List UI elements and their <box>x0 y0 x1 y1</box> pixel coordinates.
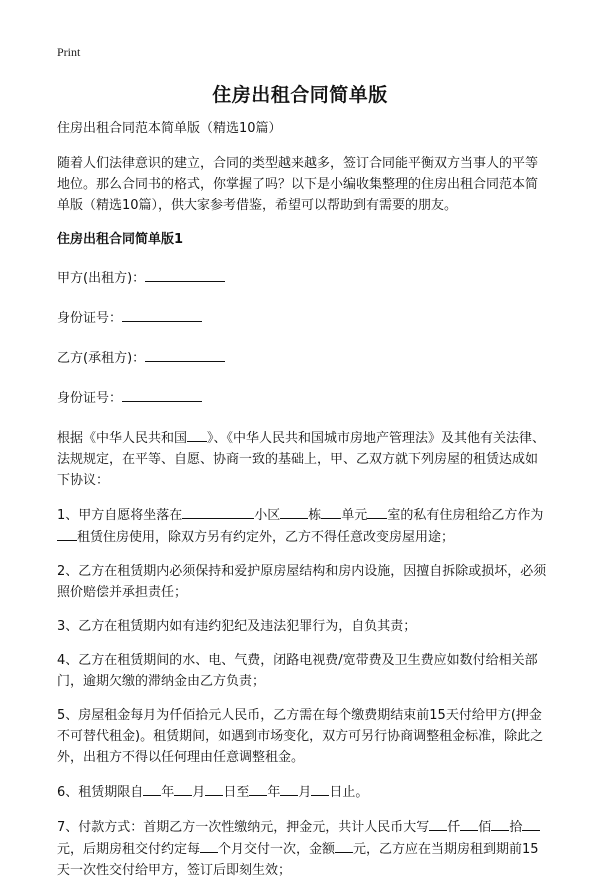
party-b-label: 乙方(承租方)： <box>57 351 146 366</box>
clause-6-g: 日止。 <box>329 785 369 800</box>
clause-1-f: 租赁住房使用，除双方另有约定外，乙方不得任意改变房屋用途； <box>77 530 455 545</box>
unit-yuan-blank <box>522 816 540 831</box>
section-heading: 住房出租合同简单版1 <box>57 232 184 247</box>
print-link[interactable]: Print <box>57 45 81 59</box>
party-b-blank <box>145 347 225 362</box>
intro-paragraph: 随着人们法律意识的建立，合同的类型越来越多，签订合同能平衡双方当事人的平等地位。那么合同书的格式，你掌握了吗？以下是小编收集整理的住房出租合同范本简单版（精选10篇），供大家参考借鉴，希望可以帮助到有需要的朋友。 <box>57 156 539 213</box>
hundred-blank <box>460 816 478 831</box>
clause-1-b: 小区 <box>254 508 281 523</box>
clause-1-d: 单元 <box>341 508 368 523</box>
clause-7-g: 元，乙方应在当期房租到期前15天一次性交付给甲方，签订后即刻生效； <box>57 842 539 878</box>
clause-1 <box>57 504 547 548</box>
start-month-blank <box>174 781 192 796</box>
start-day-blank <box>205 781 223 796</box>
ten-blank <box>491 816 509 831</box>
clause-2: 2、乙方在租赁期内必须保持和爱护原房屋结构和房内设施，因擅自拆除或损坏，必须照价赔偿并承担责任； <box>57 564 547 600</box>
end-year-blank <box>249 781 267 796</box>
building-blank <box>321 504 341 519</box>
clause-6 <box>57 781 547 803</box>
party-b-field <box>57 347 547 369</box>
clause-7-a: 7、付款方式：首期乙方一次性缴纳元，押金元，共计人民币大写 <box>57 820 430 835</box>
amount-blank <box>335 838 353 853</box>
page-title: 住房出租合同简单版 <box>212 84 388 106</box>
community-blank <box>280 504 308 519</box>
clause-5: 5、房屋租金每月为仟佰拾元人民币，乙方需在每个缴费期结束前15天付给甲方(押金不可替代租金)。租赁期间，如遇到市场变化，双方可另行协商调整租金标准，除此之外，出租方不得以任何理由任意调整租金。 <box>57 708 544 765</box>
purpose-blank <box>57 526 77 541</box>
clause-3: 3、乙方在租赁期内如有违约犯纪及违法犯罪行为，自负其责； <box>57 619 417 634</box>
address-blank <box>182 504 254 519</box>
clause-6-e: 年 <box>267 785 281 800</box>
law-name-blank <box>187 427 207 442</box>
clause-1-e: 室的私有住房租给乙方作为 <box>387 508 544 523</box>
party-a-blank <box>145 267 225 282</box>
clause-6-a: 6、租赁期限自 <box>57 785 144 800</box>
party-a-label: 甲方(出租方)： <box>57 271 146 286</box>
id-a-field <box>57 307 547 329</box>
preamble-paragraph <box>57 427 547 491</box>
unit-blank <box>367 504 387 519</box>
preamble-part-2: 》、《中华人民共和国城市房地产管理法》及其他有关法律、法规规定，在平等、自愿、协商一致的基础上，甲、乙双方就下列房屋的租赁达成如下协议： <box>57 431 546 488</box>
id-b-blank <box>122 387 202 402</box>
clause-7-e: 元，后期房租交付约定每 <box>57 842 201 857</box>
clause-6-c: 月 <box>192 785 206 800</box>
end-month-blank <box>280 781 298 796</box>
clause-7-d: 拾 <box>509 820 523 835</box>
id-b-field <box>57 387 547 409</box>
document-body <box>57 118 547 894</box>
subtitle: 住房出租合同范本简单版（精选10篇） <box>57 121 282 136</box>
end-day-blank <box>311 781 329 796</box>
clause-6-b: 年 <box>161 785 175 800</box>
clause-1-a: 1、甲方自愿将坐落在 <box>57 508 183 523</box>
clause-7-c: 佰 <box>478 820 492 835</box>
clause-7-f: 个月交付一次，金额 <box>218 842 336 857</box>
clause-1-c: 栋 <box>308 508 322 523</box>
id-a-label: 身份证号： <box>57 311 123 326</box>
clause-6-f: 月 <box>298 785 312 800</box>
clause-6-d: 日至 <box>223 785 250 800</box>
clause-7-b: 仟 <box>447 820 461 835</box>
id-b-label: 身份证号： <box>57 391 123 406</box>
clause-4: 4、乙方在租赁期间的水、电、气费，闭路电视费/宽带费及卫生费应如数付给相关部门，逾期欠缴的滞纳金由乙方负责； <box>57 653 538 689</box>
preamble-part-1: 根据《中华人民共和国 <box>57 431 188 446</box>
thousand-blank <box>429 816 447 831</box>
party-a-field <box>57 267 547 289</box>
clause-7 <box>57 816 547 881</box>
id-a-blank <box>122 307 202 322</box>
start-year-blank <box>143 781 161 796</box>
months-blank <box>200 838 218 853</box>
